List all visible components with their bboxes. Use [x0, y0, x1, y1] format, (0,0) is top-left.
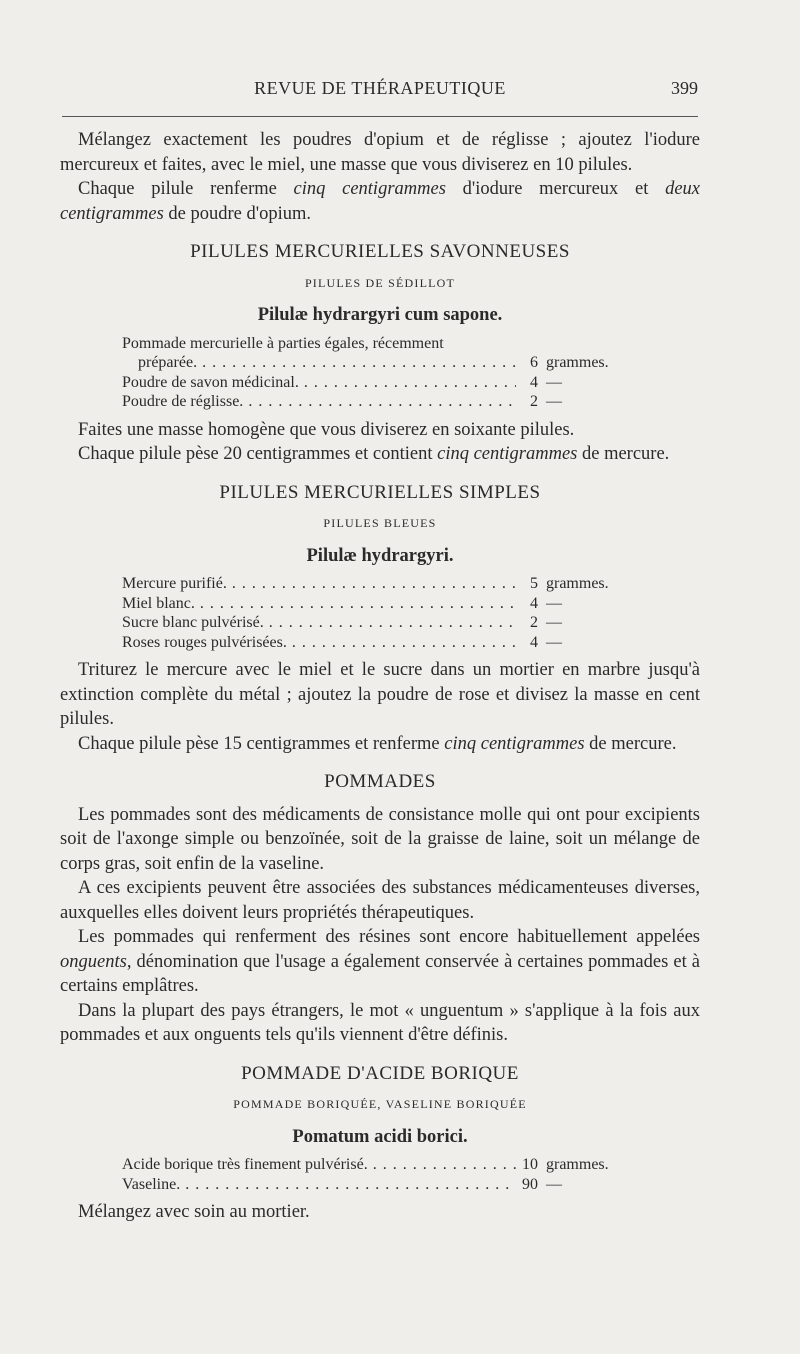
body-paragraph: Les pommades qui renferment des résines sont encore habituellement appelées onguents, dénomination que l'usage a également conservée à certaines pommades et à certains emplâtres.: [60, 927, 700, 996]
recipe-line: préparée. . . . 6 grammes.: [122, 353, 642, 373]
instruction-paragraph: Triturez le mercure avec le miel et le sucre dans un mortier en marbre jusqu'à extinction complète du métal ; ajoutez la poudre de rose et divisez la masse en cent pilules.: [60, 660, 700, 729]
recipe-line: Poudre de savon médicinal. . . . 4 —: [122, 373, 642, 393]
section-title-acide-borique: POMMADE D'ACIDE BORIQUE: [241, 1062, 519, 1084]
recipe-line: Vaseline. . . . 90 —: [122, 1175, 642, 1195]
recipe-line: Sucre blanc pulvérisé. . . . 2 —: [122, 613, 642, 633]
latin-name: Pilulæ hydrargyri.: [306, 545, 454, 566]
recipe-line: Roses rouges pulvérisées. . . . 4 —: [122, 633, 642, 653]
latin-name: Pilulæ hydrargyri cum sapone.: [257, 305, 503, 325]
section-title-pommades: POMMADES: [324, 771, 436, 792]
recipe-line: Poudre de réglisse. . . . 2 —: [122, 392, 642, 412]
instruction-paragraph: Mélangez avec soin au mortier.: [78, 1202, 310, 1222]
body-paragraph: Dans la plupart des pays étrangers, le mot « unguentum » s'applique à la fois aux pommades et aux onguents tels qu'ils viennent d'être définis.: [60, 1000, 700, 1045]
recipe-line: Mercure purifié. . . . 5 grammes.: [122, 574, 642, 594]
dose-paragraph: Chaque pilule pèse 15 centigrammes et renferme cinq centigrammes de mercure.: [78, 733, 677, 754]
running-header: [60, 78, 700, 108]
recipe-line: Acide borique très finement pulvérisé. . . . 10 grammes.: [122, 1155, 642, 1175]
body-paragraph: Les pommades sont des médicaments de consistance molle qui ont pour excipients soit de l'axonge simple ou benzoïnée, soit de la graisse de laine, soit un mélange de corps gras, soit enfin de la vaseline.: [60, 804, 700, 874]
section-subtitle: PILULES DE SÉDILLOT: [304, 275, 456, 290]
recipe-list: [122, 574, 642, 652]
recipe-list: [122, 1155, 642, 1194]
recipe-list: [122, 334, 642, 412]
section-title-simples: PILULES MERCURIELLES SIMPLES: [219, 481, 541, 503]
recipe-line: Pommade mercurielle à parties égales, récemment: [122, 334, 444, 352]
journal-title: REVUE DE THÉRAPEUTIQUE: [254, 78, 506, 98]
section-subtitle: POMMADE BORIQUÉE, VASELINE BORIQUÉE: [233, 1097, 527, 1111]
dose-paragraph: Chaque pilule pèse 20 centigrammes et contient cinq centigrammes de mercure.: [78, 444, 670, 464]
latin-name: Pomatum acidi borici.: [292, 1126, 468, 1147]
page-number: 399: [671, 78, 698, 98]
section-subtitle: PILULES BLEUES: [323, 516, 437, 530]
instruction-paragraph: Faites une masse homogène que vous diviserez en soixante pilules.: [78, 419, 575, 440]
recipe-line: Miel blanc. . . . 4 —: [122, 594, 642, 614]
header-rule: [62, 116, 698, 117]
section-title-savonneuses: PILULES MERCURIELLES SAVONNEUSES: [190, 241, 570, 262]
page-body: [60, 128, 700, 1225]
intro-paragraph-2: Chaque pilule renferme cinq centigrammes d'iodure mercureux et deux centigrammes de poudre d'opium.: [60, 179, 700, 224]
body-paragraph: A ces excipients peuvent être associées des substances médicamenteuses diverses, auxquelles elles doivent leurs propriétés thérapeutiques.: [60, 878, 700, 923]
intro-paragraph: Mélangez exactement les poudres d'opium et de réglisse ; ajoutez l'iodure mercureux et faites, avec le miel, une masse que vous diviserez en 10 pilules.: [60, 130, 700, 175]
